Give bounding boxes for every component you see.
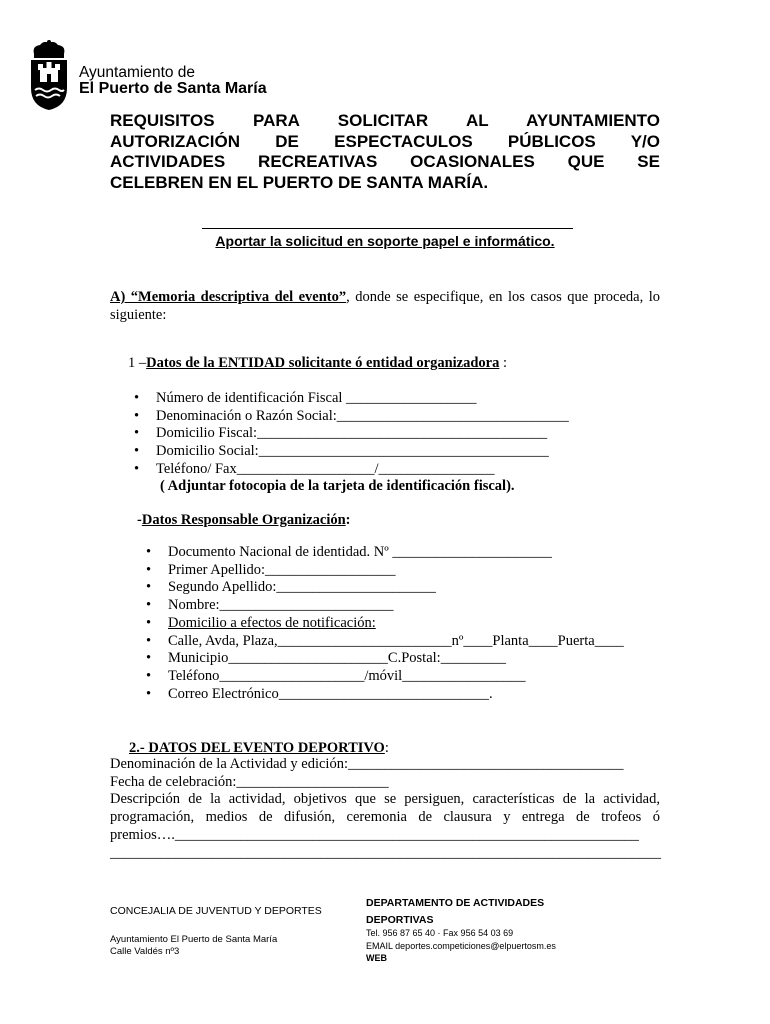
responsible-heading-prefix: - xyxy=(137,512,142,528)
footer-address-line2: Calle Valdés nº3 xyxy=(110,946,180,957)
list-item: • Teléfono____________________/móvil_________________ xyxy=(168,668,624,686)
entity-heading-text: Datos de la ENTIDAD solicitante ó entidad organizadora xyxy=(146,355,500,371)
responsible-fields-list xyxy=(168,544,624,703)
event-section xyxy=(110,756,660,862)
coat-of-arms-icon xyxy=(26,40,72,112)
list-item: • Número de identificación Fiscal __________________ xyxy=(156,390,569,408)
event-blank-line: ____________________________________________________________________________ xyxy=(110,844,661,861)
title-line: CELEBREN EN EL PUERTO DE SANTA MARÍA. xyxy=(110,172,489,192)
responsible-heading-text: Datos Responsable Organización xyxy=(141,512,346,528)
list-item: • Teléfono/ Fax___________________/________________ xyxy=(156,461,569,479)
entity-heading-suffix: : xyxy=(499,355,508,371)
org-name-line1: Ayuntamiento de xyxy=(79,64,196,81)
list-item: • Municipio______________________C.Postal:_________ xyxy=(168,650,624,668)
section-a-text: , donde se especifique, en los casos que proceda, lo siguiente: xyxy=(110,289,660,323)
section-a-label: A) “Memoria descriptiva del evento” xyxy=(110,289,347,305)
list-item: • Domicilio Fiscal:________________________________________ xyxy=(156,425,569,443)
event-heading-prefix: 2.- xyxy=(129,740,149,756)
list-item: • Denominación o Razón Social:________________________________ xyxy=(156,408,569,426)
entity-fields-list xyxy=(156,390,569,479)
event-name-line: Denominación de la Actividad y edición:______________________________________ xyxy=(110,756,624,772)
footer-address-line1: Ayuntamiento El Puerto de Santa María xyxy=(110,934,278,945)
section-a xyxy=(110,288,660,324)
event-description: Descripción de la actividad, objetivos que se persiguen, características de la actividad, programación, medios de difusión, ceremonia de clausura y entrega de trofeos ó premios….________________________________________________________________ xyxy=(110,791,660,843)
event-date-line: Fecha de celebración:_____________________ xyxy=(110,773,389,790)
list-item: • Correo Electrónico_____________________________. xyxy=(168,686,624,704)
list-item: • Domicilio Social:________________________________________ xyxy=(156,443,569,461)
divider xyxy=(202,228,573,229)
submission-instruction: Aportar la solicitud en soporte papel e informático. xyxy=(215,233,555,249)
footer-department: CONCEJALIA DE JUVENTUD Y DEPORTES xyxy=(110,905,322,917)
list-item: • Segundo Apellido:______________________ xyxy=(168,579,624,597)
page-title xyxy=(110,111,660,193)
list-item: • Domicilio a efectos de notificación: xyxy=(168,615,624,633)
list-item: • Nombre:________________________ xyxy=(168,597,624,615)
list-item: • Documento Nacional de identidad. Nº ______________________ xyxy=(168,544,624,562)
event-heading-text: DATOS DEL EVENTO DEPORTIVO xyxy=(148,740,385,756)
org-name-line2: El Puerto de Santa María xyxy=(79,80,267,97)
event-heading xyxy=(129,740,389,757)
list-item: • Primer Apellido:__________________ xyxy=(168,562,624,580)
footer-email: EMAIL deportes.competiciones@elpuertosm.es xyxy=(366,941,556,951)
responsible-heading xyxy=(137,512,351,529)
entity-heading-prefix: 1 – xyxy=(128,355,147,371)
title-line: REQUISITOS PARA SOLICITAR AL AYUNTAMIENTO xyxy=(110,111,660,130)
list-item: • Calle, Avda, Plaza,________________________nº____Planta____Puerta____ xyxy=(168,633,624,651)
event-heading-suffix: : xyxy=(384,740,389,756)
title-line: ACTIVIDADES RECREATIVAS OCASIONALES QUE SE xyxy=(110,152,660,171)
footer-web: WEB xyxy=(366,953,387,963)
footer-phone: Tel. 956 87 65 40 · Fax 956 54 03 69 xyxy=(366,928,514,938)
entity-note: ( Adjuntar fotocopia de la tarjeta de identificación fiscal). xyxy=(160,478,515,494)
entity-heading xyxy=(128,355,507,372)
responsible-heading-suffix: : xyxy=(345,512,351,528)
footer-contact-title: DEPARTAMENTO DE ACTIVIDADES DEPORTIVAS xyxy=(366,897,545,926)
title-line: AUTORIZACIÓN DE ESPECTACULOS PÚBLICOS Y/O xyxy=(110,131,660,151)
